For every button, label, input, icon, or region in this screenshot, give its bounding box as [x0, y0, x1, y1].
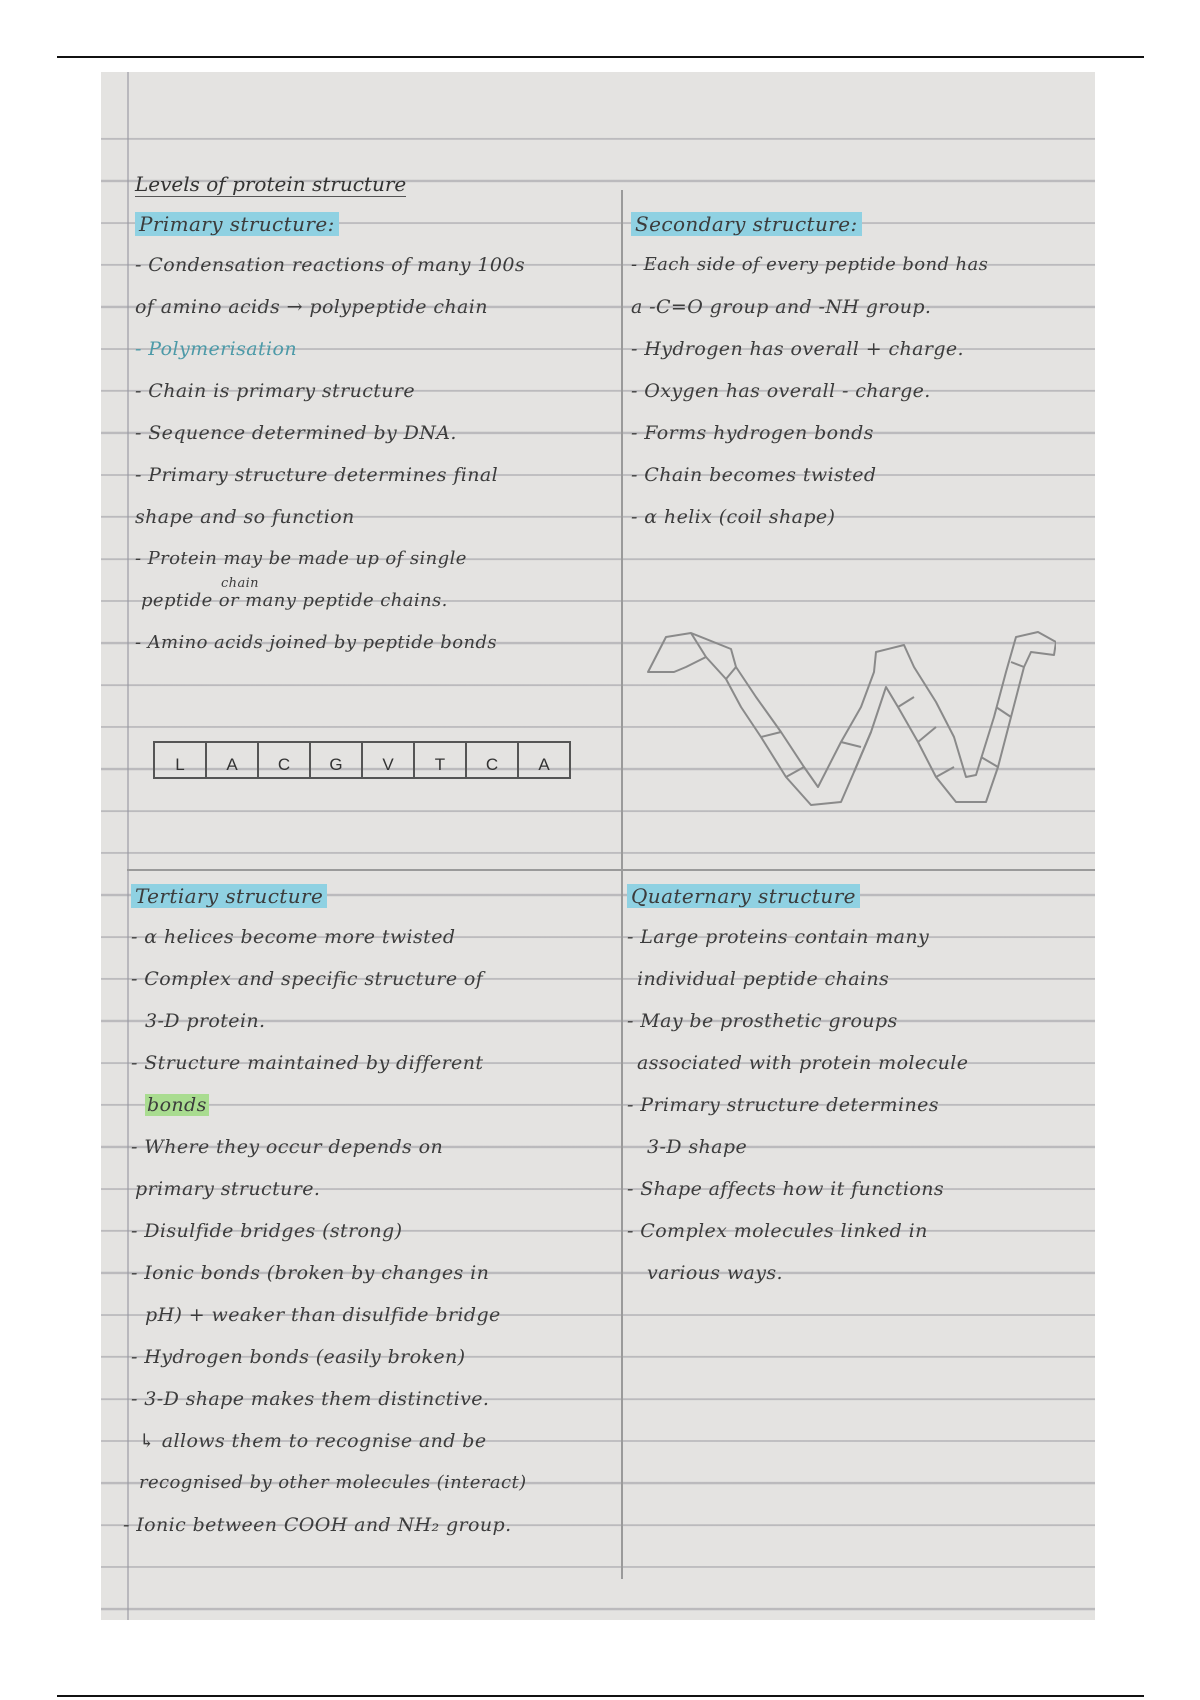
secondary-line-6: - Chain becomes twisted: [631, 464, 877, 486]
quaternary-line-7: - Shape affects how it functions: [627, 1178, 945, 1200]
column-divider-bottom: [621, 869, 623, 1579]
tertiary-line-11: - Hydrogen bonds (easily broken): [131, 1346, 466, 1368]
quaternary-heading-text: Quaternary structure: [627, 884, 860, 908]
quaternary-line-8: - Complex molecules linked in: [627, 1220, 928, 1242]
tertiary-line-8: - Disulfide bridges (strong): [131, 1220, 403, 1242]
secondary-line-1: - Each side of every peptide bond has: [631, 254, 989, 275]
secondary-line-3: - Hydrogen has overall + charge.: [631, 338, 964, 360]
secondary-line-5: - Forms hydrogen bonds: [631, 422, 874, 444]
quaternary-line-6: 3-D shape: [647, 1136, 748, 1158]
tertiary-line-5: [145, 1094, 209, 1116]
quaternary-line-3: - May be prosthetic groups: [627, 1010, 898, 1032]
tertiary-line-1: - α helices become more twisted: [131, 926, 456, 948]
quaternary-line-4: associated with protein molecule: [637, 1052, 969, 1074]
tertiary-heading-text: Tertiary structure: [131, 884, 327, 908]
amino-acid-sequence: [153, 741, 571, 779]
section-divider: [127, 869, 1095, 871]
primary-line-8: - Protein may be made up of single: [135, 548, 467, 569]
tertiary-line-3: 3-D protein.: [145, 1010, 266, 1032]
quaternary-line-5: - Primary structure determines: [627, 1094, 939, 1116]
tertiary-line-4: - Structure maintained by different: [131, 1052, 484, 1074]
tertiary-line-2: - Complex and specific structure of: [131, 968, 484, 990]
primary-line-11-text: - Amino acids joined by peptide bonds: [135, 632, 498, 653]
amino-acid-cell: L: [155, 743, 207, 777]
tertiary-line-12: - 3-D shape makes them distinctive.: [131, 1388, 490, 1410]
amino-acid-cell: C: [259, 743, 311, 777]
tertiary-line-7: primary structure.: [135, 1178, 321, 1200]
amino-acid-cell: G: [311, 743, 363, 777]
margin-line: [127, 72, 129, 1620]
primary-line-7: shape and so function: [135, 506, 355, 528]
primary-line-4: - Chain is primary structure: [135, 380, 416, 402]
primary-line-6: - Primary structure determines final: [135, 464, 499, 486]
tertiary-line-14: recognised by other molecules (interact): [139, 1472, 527, 1493]
secondary-heading: [631, 212, 862, 236]
primary-line-10: peptide or many peptide chains.: [141, 590, 448, 611]
quaternary-line-9: various ways.: [647, 1262, 784, 1284]
amino-acid-cell: A: [519, 743, 571, 777]
primary-line-9: chain: [221, 576, 259, 591]
notebook-page: [101, 72, 1095, 1620]
bottom-rule: [57, 1695, 1144, 1697]
secondary-line-2: a -C=O group and -NH group.: [631, 296, 932, 318]
page-title: Levels of protein structure: [135, 172, 407, 196]
tertiary-heading: [131, 884, 327, 908]
tertiary-line-9: - Ionic bonds (broken by changes in: [131, 1262, 490, 1284]
primary-line-3: - Polymerisation: [135, 338, 298, 360]
primary-line-2: of amino acids → polypeptide chain: [135, 296, 488, 318]
quaternary-line-1: - Large proteins contain many: [627, 926, 930, 948]
column-divider-top: [621, 190, 623, 902]
secondary-line-7: - α helix (coil shape): [631, 506, 836, 528]
tertiary-line-6: - Where they occur depends on: [131, 1136, 444, 1158]
amino-acid-cell: T: [415, 743, 467, 777]
primary-heading: [135, 212, 339, 236]
primary-line-5: - Sequence determined by DNA.: [135, 422, 457, 444]
amino-acid-cell: A: [207, 743, 259, 777]
quaternary-line-2: individual peptide chains: [637, 968, 890, 990]
tertiary-line-15: - Ionic between COOH and NH₂ group.: [123, 1514, 512, 1536]
quaternary-heading: [627, 884, 860, 908]
alpha-helix-diagram: [636, 627, 1056, 867]
primary-line-1: - Condensation reactions of many 100s: [135, 254, 525, 276]
primary-heading-text: Primary structure:: [135, 212, 339, 236]
amino-acid-cell: C: [467, 743, 519, 777]
amino-acid-cell: V: [363, 743, 415, 777]
top-rule: [57, 56, 1144, 58]
tertiary-line-10: pH) + weaker than disulfide bridge: [145, 1304, 501, 1326]
primary-line-11: [135, 632, 497, 653]
secondary-line-4: - Oxygen has overall - charge.: [631, 380, 931, 402]
tertiary-line-13: ↳ allows them to recognise and be: [139, 1430, 487, 1452]
tertiary-line-5-text: bonds: [147, 1094, 207, 1116]
secondary-heading-text: Secondary structure:: [631, 212, 862, 236]
